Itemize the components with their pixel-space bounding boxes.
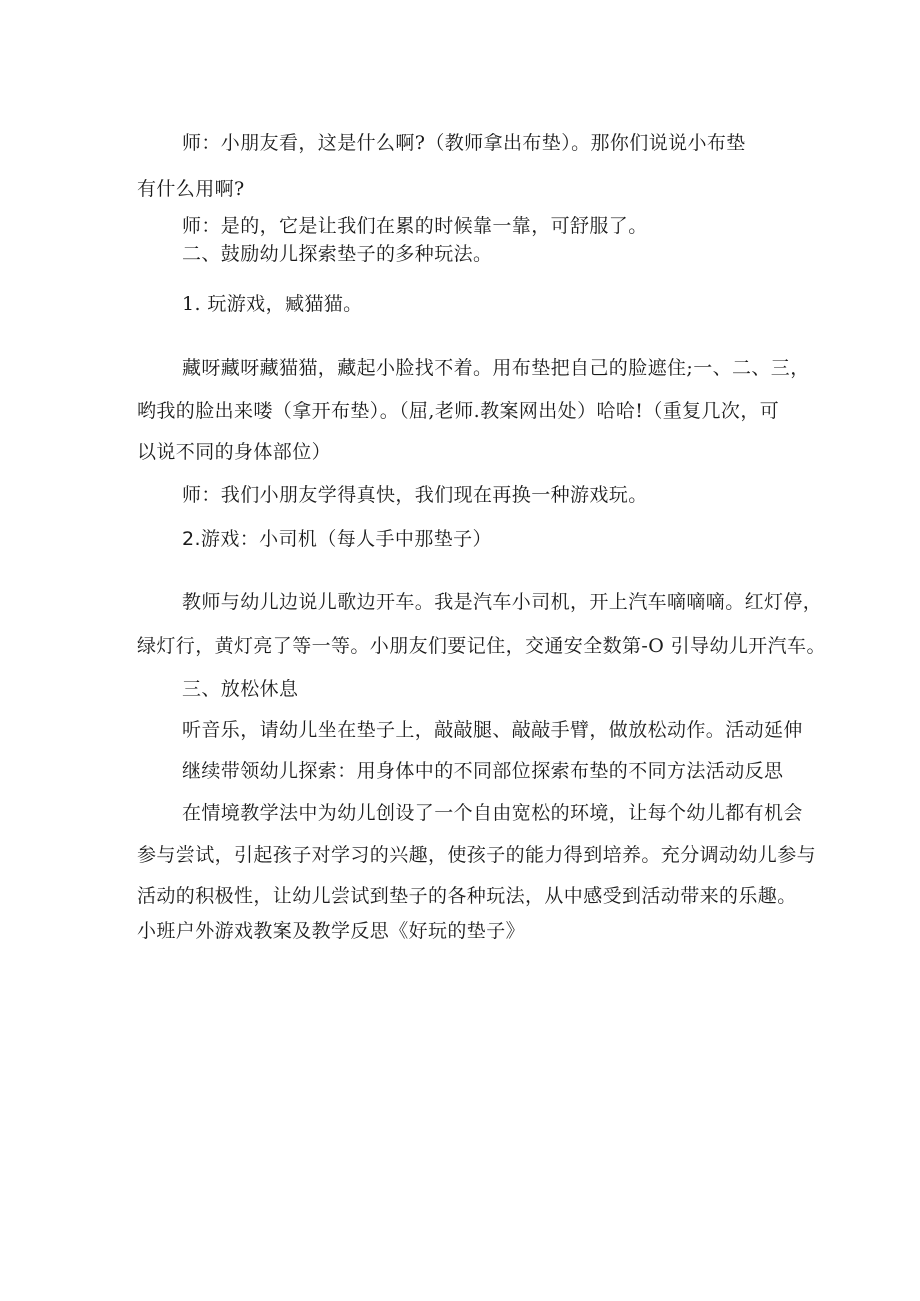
paragraph-line-driver-1: 教师与幼儿边说儿歌边开车。我是汽车小司机，开上汽车嘀嘀嘀。红灯停， (182, 591, 823, 613)
paragraph-line-driver-2: 绿灯行，黄灯亮了等一等。小朋友们要记住，交通安全数第-O 引导幼儿开汽车。 (137, 635, 826, 657)
paragraph-line-teacher-question: 师：小朋友看，这是什么啊?（教师拿出布垫）。那你们说说小布垫 (182, 132, 746, 154)
document-title-footer: 小班户外游戏教案及教学反思《好玩的垫子》 (137, 920, 526, 942)
paragraph-line-rhyme-2: 哟我的脸出来喽（拿开布垫）。（屈,老师.教案网出处）哈哈!（重复几次，可 (137, 400, 780, 422)
paragraph-line-teacher-answer: 师：是的，它是让我们在累的时候靠一靠，可舒服了。 (182, 215, 648, 237)
subsection-heading-hide-seek: 1. 玩游戏，臧猫猫。 (182, 293, 363, 315)
section-heading-explore: 二、鼓励幼儿探索垫子的多种玩法。 (182, 243, 493, 265)
paragraph-line-teacher-question-cont: 有什么用啊? (137, 178, 245, 200)
paragraph-line-relax: 听音乐，请幼儿坐在垫子上，敲敲腿、敲敲手臂，做放松动作。活动延伸 (182, 719, 803, 741)
section-heading-relax: 三、放松休息 (182, 678, 299, 700)
paragraph-line-reflection-3: 活动的积极性，让幼儿尝试到垫子的各种玩法，从中感受到活动带来的乐趣。 (137, 885, 797, 907)
paragraph-line-reflection-2: 参与尝试，引起孩子对学习的兴趣，使孩子的能力得到培养。充分调动幼儿参与 (137, 844, 817, 866)
paragraph-line-rhyme-1: 藏呀藏呀藏猫猫，藏起小脸找不着。用布垫把自己的脸遮住;一、二、三， (182, 357, 810, 379)
paragraph-line-extension: 继续带领幼儿探索：用身体中的不同部位探索布垫的不同方法活动反思 (182, 760, 784, 782)
subsection-heading-driver: 2.游戏：小司机（每人手中那垫子） (182, 528, 492, 550)
paragraph-line-teacher-praise: 师：我们小朋友学得真快，我们现在再换一种游戏玩。 (182, 484, 648, 506)
paragraph-line-rhyme-3: 以说不同的身体部位） (137, 441, 332, 463)
paragraph-line-reflection-1: 在情境教学法中为幼儿创设了一个自由宽松的环境，让每个幼儿都有机会 (182, 802, 803, 824)
